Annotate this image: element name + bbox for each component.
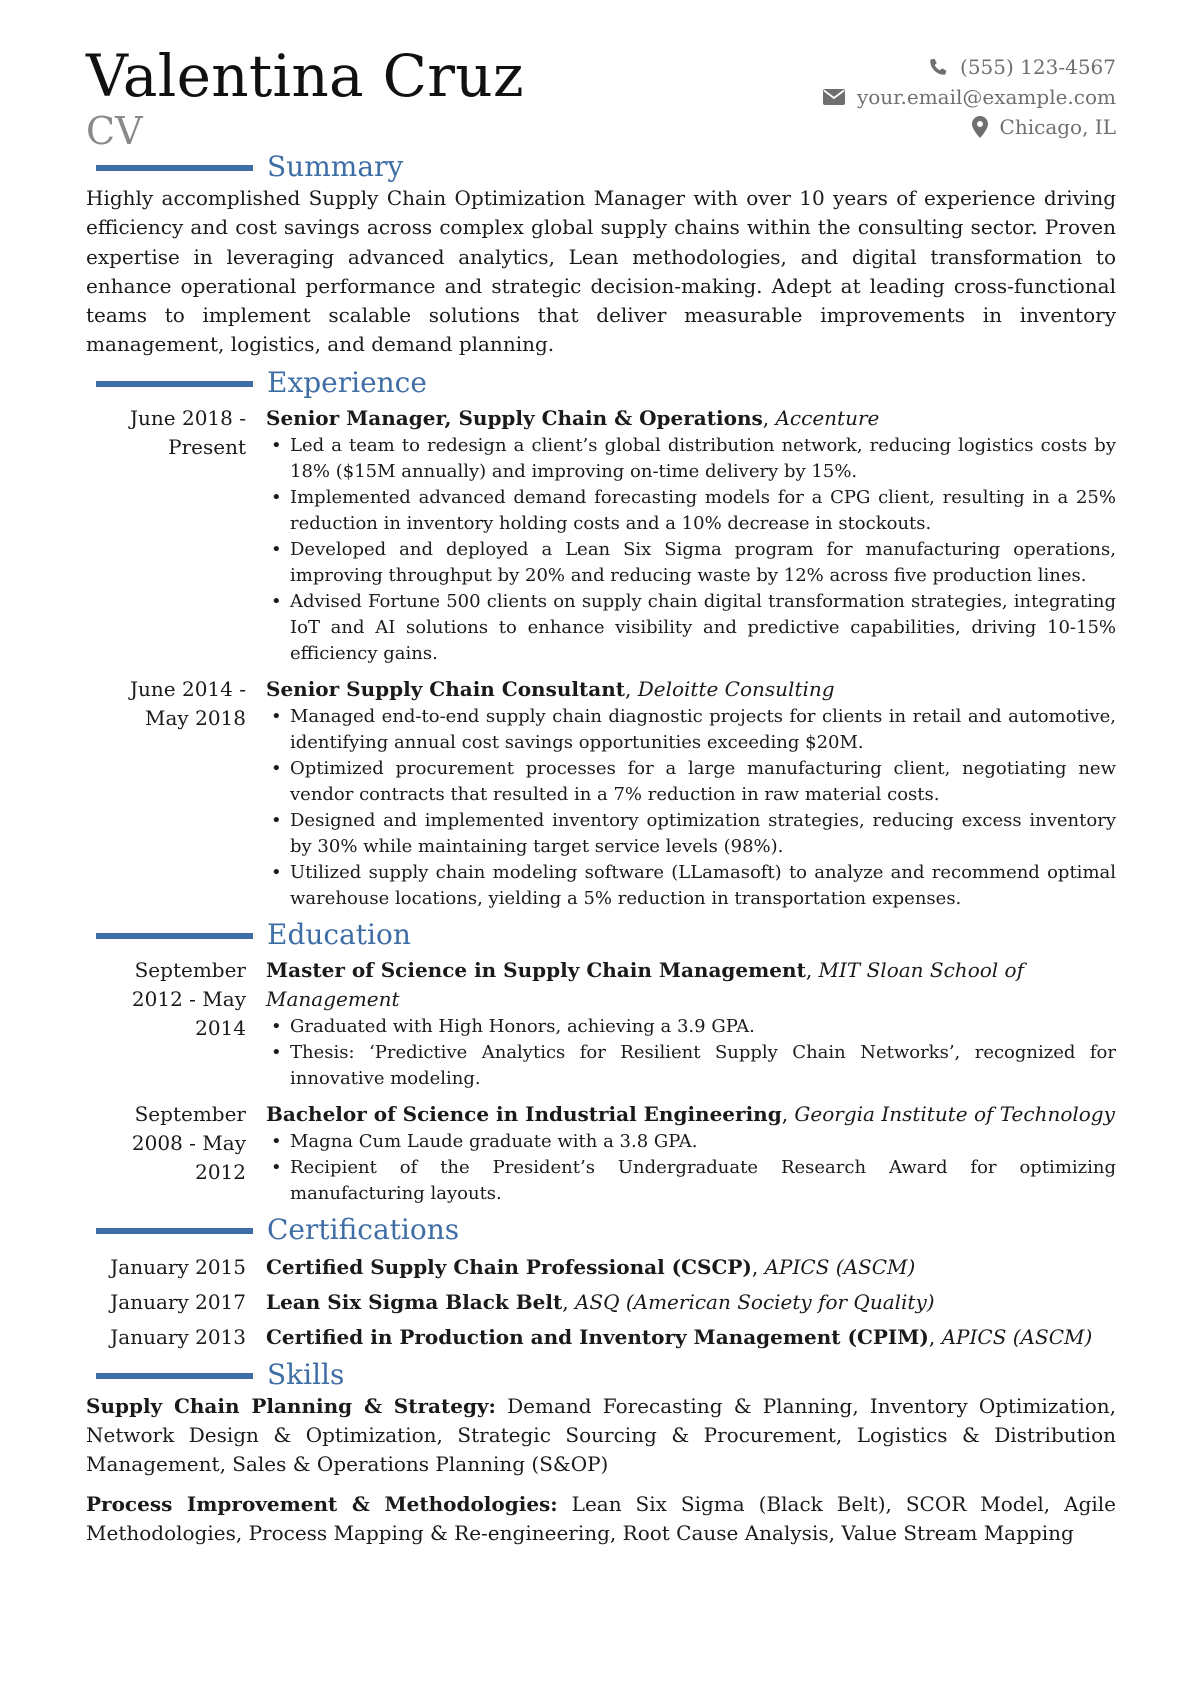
entry-body: Lean Six Sigma Black Belt, ASQ (American Society for Quality) [266, 1289, 935, 1314]
section-title: Summary [267, 150, 404, 183]
section-title: Certifications [267, 1212, 460, 1246]
contact-info [823, 52, 1116, 142]
bullet-list [266, 1014, 1116, 1092]
issuer: APICS (ASCM) [941, 1324, 1093, 1349]
entry-date: June 2014 - May 2018 [130, 676, 246, 730]
job-title: Senior Supply Chain Consultant [266, 676, 625, 701]
certifications-section [86, 1213, 1116, 1352]
entry-date: September 2008 - May 2012 [131, 1101, 246, 1184]
section-title: Experience [267, 365, 427, 399]
bullet-item: • Utilized supply chain modeling software (LLamasoft) to analyze and recommend optimal warehouse locations, yielding a 5% reduction in transportation expenses. [266, 860, 1116, 912]
envelope-icon [823, 89, 845, 105]
document-subtitle: CV [86, 109, 143, 153]
entry-date: September 2012 - May 2014 [131, 957, 246, 1040]
bullet-item: • Magna Cum Laude graduate with a 3.8 GPA. [266, 1129, 1116, 1155]
issuer: APICS (ASCM) [764, 1254, 916, 1279]
bullet-item: • Advised Fortune 500 clients on supply chain digital transformation strategies, integrating IoT and AI solutions to enhance visibility and predictive capabilities, driving 10-15% efficiency gains. [266, 589, 1116, 667]
section-accent-bar [96, 1373, 253, 1379]
education-section [86, 918, 1116, 1207]
cv-header [86, 42, 1116, 153]
section-heading [86, 150, 1116, 184]
skill-group [86, 1392, 1116, 1480]
certification-entry [86, 1323, 1116, 1352]
email-address[interactable]: your.email@example.com [856, 85, 1116, 109]
skill-category: Process Improvement & Methodologies: [86, 1491, 558, 1516]
skill-group [86, 1490, 1116, 1549]
bullet-list [266, 1129, 1116, 1207]
skills-section [86, 1358, 1116, 1548]
certification-entry [86, 1253, 1116, 1282]
summary-section [86, 150, 1116, 360]
bullet-item: • Designed and implemented inventory optimization strategies, reducing excess inventory by 30% while maintaining target service levels (98%). [266, 808, 1116, 860]
bullet-item: • Managed end-to-end supply chain diagnostic projects for clients in retail and automotive, identifying annual cost savings opportunities exceeding $20M. [266, 704, 1116, 756]
education-entry [86, 1100, 1116, 1207]
skill-items: Lean Six Sigma (Black Belt), SCOR Model, Agile Methodologies, Process Mapping & Re-engineering, Root Cause Analysis, Value Stream Mapping [86, 1491, 1116, 1545]
skill-items: Demand Forecasting & Planning, Inventory Optimization, Network Design & Optimization, Strategic Sourcing & Procurement, Logistics & Distribution Management, Sales & Operations Planning (S&OP) [86, 1393, 1116, 1477]
bullet-item: • Implemented advanced demand forecasting models for a CPG client, resulting in a 25% reduction in inventory holding costs and a 10% decrease in stockouts. [266, 485, 1116, 537]
entry-heading: Senior Manager, Supply Chain & Operations, Accenture [266, 405, 880, 430]
entry-body: Certified in Production and Inventory Management (CPIM), APICS (ASCM) [266, 1324, 1093, 1349]
bullet-item: • Thesis: ‘Predictive Analytics for Resilient Supply Chain Networks’, recognized for innovative modeling. [266, 1040, 1116, 1092]
section-accent-bar [96, 933, 253, 939]
section-heading [86, 1213, 1116, 1247]
entry-body: Certified Supply Chain Professional (CSCP), APICS (ASCM) [266, 1254, 916, 1279]
entry-date: June 2018 - Present [130, 405, 246, 459]
entry-date: January 2017 [110, 1289, 246, 1314]
map-pin-icon [972, 116, 988, 138]
entry-heading: Master of Science in Supply Chain Management, MIT Sloan School of Management [266, 957, 1024, 1011]
location-text: Chicago, IL [999, 115, 1116, 139]
certification-entry [86, 1288, 1116, 1317]
issuer: ASQ (American Society for Quality) [574, 1289, 935, 1314]
summary-text: Highly accomplished Supply Chain Optimization Manager with over 10 years of experience driving efficiency and cost savings across complex global supply chains within the consulting sector. Proven expertise in leveraging advanced analytics, Lean methodologies, and digital transformation to enhance operational performance and strategic decision-making. Adept at leading cross-functional teams to implement scalable solutions that deliver measurable improvements in inventory management, logistics, and demand planning. [86, 186, 1116, 357]
skill-category: Supply Chain Planning & Strategy: [86, 1393, 496, 1418]
section-accent-bar [96, 165, 253, 171]
entry-body [266, 956, 1116, 1092]
experience-section [86, 366, 1116, 912]
contact-location [823, 112, 1116, 142]
contact-phone [823, 52, 1116, 82]
section-heading [86, 366, 1116, 400]
institution: Georgia Institute of Technology [794, 1101, 1115, 1126]
section-title: Skills [267, 1357, 345, 1391]
bullet-list [266, 704, 1116, 912]
certification-name: Certified Supply Chain Professional (CSCP) [266, 1254, 752, 1279]
education-entry [86, 956, 1116, 1092]
section-title: Education [267, 917, 411, 951]
section-accent-bar [96, 381, 253, 387]
entry-date: January 2015 [110, 1254, 246, 1279]
certification-name: Lean Six Sigma Black Belt [266, 1289, 563, 1314]
bullet-item: • Led a team to redesign a client’s global distribution network, reducing logistics costs by 18% ($15M annually) and improving on-time delivery by 15%. [266, 433, 1116, 485]
bullet-item: • Recipient of the President’s Undergraduate Research Award for optimizing manufacturing layouts. [266, 1155, 1116, 1207]
entry-body [266, 1100, 1116, 1207]
job-title: Senior Manager, Supply Chain & Operations [266, 405, 763, 430]
employer: Deloitte Consulting [637, 676, 835, 701]
entry-heading: Senior Supply Chain Consultant, Deloitte Consulting [266, 676, 835, 701]
person-name: Valentina Cruz [86, 42, 524, 110]
degree: Master of Science in Supply Chain Management [266, 957, 806, 982]
experience-entry [86, 404, 1116, 667]
contact-email [823, 82, 1116, 112]
section-heading [86, 918, 1116, 952]
entry-date: January 2013 [110, 1324, 246, 1349]
employer: Accenture [775, 405, 880, 430]
certification-name: Certified in Production and Inventory Management (CPIM) [266, 1324, 929, 1349]
bullet-item: • Graduated with High Honors, achieving a 3.9 GPA. [266, 1014, 1116, 1040]
section-heading [86, 1358, 1116, 1392]
degree: Bachelor of Science in Industrial Engineering [266, 1101, 782, 1126]
entry-body [266, 404, 1116, 667]
entry-heading: Bachelor of Science in Industrial Engineering, Georgia Institute of Technology [266, 1101, 1115, 1126]
phone-icon [928, 57, 948, 77]
institution: MIT Sloan School of Management [266, 957, 1024, 1011]
bullet-item: • Optimized procurement processes for a large manufacturing client, negotiating new vendor contracts that resulted in a 7% reduction in raw material costs. [266, 756, 1116, 808]
cv-page [86, 44, 1116, 1558]
bullet-list [266, 433, 1116, 667]
bullet-item: • Developed and deployed a Lean Six Sigma program for manufacturing operations, improving throughput by 20% and reducing waste by 12% across five production lines. [266, 537, 1116, 589]
section-accent-bar [96, 1228, 253, 1234]
phone-number[interactable]: (555) 123-4567 [960, 55, 1116, 79]
entry-body [266, 675, 1116, 912]
experience-entry [86, 675, 1116, 912]
